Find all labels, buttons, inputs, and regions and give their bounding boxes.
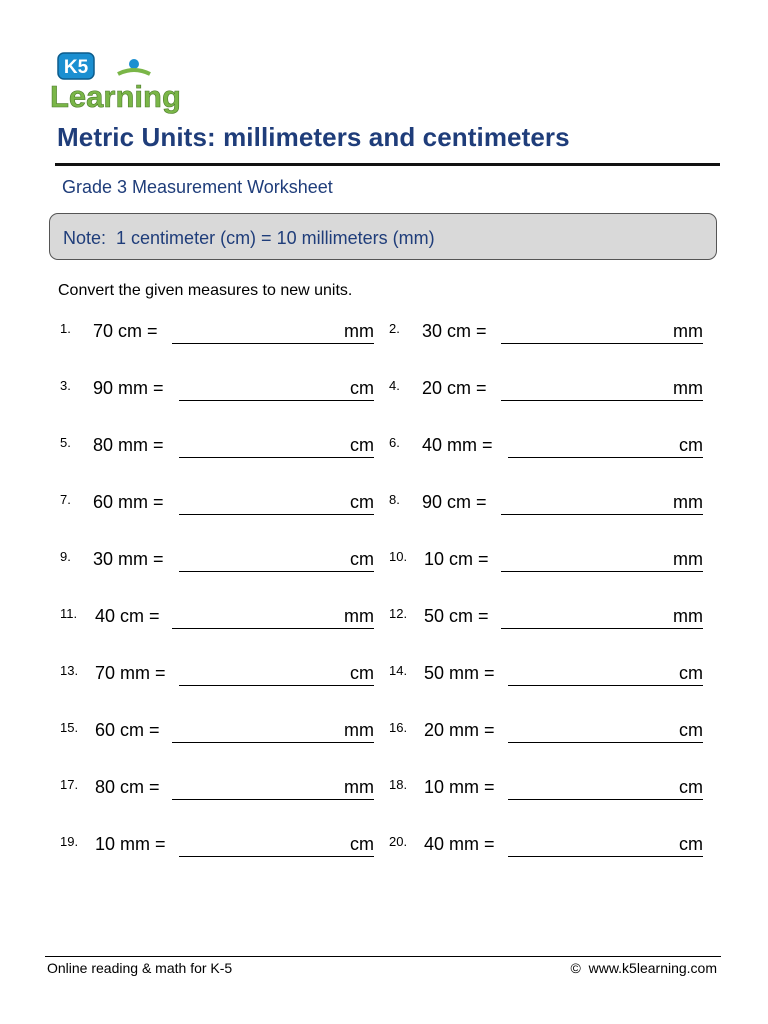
- answer-blank[interactable]: [179, 400, 374, 401]
- problem-number: 16.: [389, 720, 408, 735]
- problem-question: 20 mm =: [424, 720, 495, 740]
- answer-blank[interactable]: [172, 343, 374, 344]
- answer-blank[interactable]: [501, 628, 703, 629]
- note-text: Note: 1 centimeter (cm) = 10 millimeters (mm): [63, 228, 435, 248]
- problem-number: 8.: [389, 492, 400, 507]
- problem-item: [389, 549, 705, 575]
- problem-unit: cm: [679, 720, 703, 740]
- problem-question: 80 mm =: [93, 435, 164, 455]
- problem-unit: cm: [350, 492, 374, 512]
- problem-number: 10.: [389, 549, 408, 564]
- problem-question: 30 cm =: [422, 321, 487, 341]
- problem-number: 17.: [60, 777, 79, 792]
- problem-number: 5.: [60, 435, 71, 450]
- answer-blank[interactable]: [179, 457, 374, 458]
- problem-question: 40 cm =: [95, 606, 160, 626]
- problem-number: 11.: [60, 606, 78, 621]
- problem-question: 40 mm =: [424, 834, 495, 854]
- answer-blank[interactable]: [501, 514, 703, 515]
- problem-unit: mm: [344, 720, 374, 740]
- k5-learning-logo: [48, 50, 190, 114]
- problem-number: 18.: [389, 777, 408, 792]
- logo-wordmark: Learning: [50, 79, 181, 114]
- problem-unit: cm: [350, 663, 374, 683]
- answer-blank[interactable]: [179, 514, 374, 515]
- title-divider: [55, 163, 720, 166]
- problem-unit: cm: [350, 378, 374, 398]
- problem-unit: mm: [673, 549, 703, 569]
- footer-divider: [45, 956, 721, 957]
- problem-question: 60 cm =: [95, 720, 160, 740]
- problem-item: [389, 378, 705, 404]
- note-box: [49, 213, 717, 260]
- problem-unit: mm: [673, 492, 703, 512]
- problem-unit: mm: [673, 321, 703, 341]
- problem-question: 50 cm =: [424, 606, 489, 626]
- problem-number: 13.: [60, 663, 79, 678]
- problem-question: 10 mm =: [95, 834, 166, 854]
- problem-unit: mm: [344, 777, 374, 797]
- problem-number: 4.: [389, 378, 400, 393]
- problem-number: 12.: [389, 606, 408, 621]
- footer-tagline: Online reading & math for K-5: [47, 960, 233, 976]
- problem-question: 60 mm =: [93, 492, 164, 512]
- problem-item: [60, 606, 376, 632]
- problem-item: [60, 492, 376, 518]
- problem-question: 30 mm =: [93, 549, 164, 569]
- problem-question: 40 mm =: [422, 435, 493, 455]
- problem-item: [389, 492, 705, 518]
- answer-blank[interactable]: [172, 628, 374, 629]
- logo-badge-text: K5: [63, 57, 89, 78]
- problem-number: 3.: [60, 378, 71, 393]
- answer-blank[interactable]: [179, 856, 374, 857]
- problem-item: [60, 720, 376, 746]
- problem-number: 1.: [60, 321, 71, 336]
- problem-question: 10 mm =: [424, 777, 495, 797]
- problem-number: 9.: [60, 549, 71, 564]
- problem-question: 90 mm =: [93, 378, 164, 398]
- page-subtitle: Grade 3 Measurement Worksheet: [62, 177, 333, 197]
- page-title: Metric Units: millimeters and centimeters: [57, 122, 570, 152]
- answer-blank[interactable]: [179, 571, 374, 572]
- problem-item: [60, 321, 376, 347]
- problem-unit: cm: [679, 663, 703, 683]
- problem-unit: mm: [673, 606, 703, 626]
- problem-unit: mm: [673, 378, 703, 398]
- problem-unit: cm: [350, 834, 374, 854]
- answer-blank[interactable]: [172, 799, 374, 800]
- problem-number: 7.: [60, 492, 71, 507]
- problem-question: 20 cm =: [422, 378, 487, 398]
- logo-figure-head: [129, 59, 139, 69]
- problem-number: 14.: [389, 663, 408, 678]
- problem-number: 15.: [60, 720, 79, 735]
- answer-blank[interactable]: [508, 799, 703, 800]
- problem-item: [60, 663, 376, 689]
- instructions-text: Convert the given measures to new units.: [58, 282, 353, 299]
- problem-unit: mm: [344, 321, 374, 341]
- problem-item: [60, 435, 376, 461]
- problem-question: 50 mm =: [424, 663, 495, 683]
- problem-unit: mm: [344, 606, 374, 626]
- answer-blank[interactable]: [508, 457, 703, 458]
- problem-question: 90 cm =: [422, 492, 487, 512]
- problem-item: [389, 663, 705, 689]
- problem-item: [389, 321, 705, 347]
- problem-item: [389, 720, 705, 746]
- problem-number: 6.: [389, 435, 400, 450]
- problem-unit: cm: [350, 435, 374, 455]
- answer-blank[interactable]: [501, 343, 703, 344]
- problem-number: 2.: [389, 321, 400, 336]
- problem-number: 19.: [60, 834, 79, 849]
- problem-item: [389, 834, 705, 860]
- problem-item: [389, 777, 705, 803]
- answer-blank[interactable]: [501, 400, 703, 401]
- problem-number: 20.: [389, 834, 408, 849]
- answer-blank[interactable]: [508, 856, 703, 857]
- problem-item: [60, 378, 376, 404]
- problem-item: [389, 606, 705, 632]
- logo-figure-arms: [118, 70, 150, 74]
- problem-item: [60, 777, 376, 803]
- answer-blank[interactable]: [508, 685, 703, 686]
- problem-item: [60, 834, 376, 860]
- problem-question: 70 cm =: [93, 321, 158, 341]
- problem-unit: cm: [350, 549, 374, 569]
- answer-blank[interactable]: [172, 742, 374, 743]
- footer-website: © www.k5learning.com: [570, 960, 717, 976]
- problem-item: [389, 435, 705, 461]
- problem-question: 10 cm =: [424, 549, 489, 569]
- problem-unit: cm: [679, 435, 703, 455]
- problem-unit: cm: [679, 777, 703, 797]
- problem-item: [60, 549, 376, 575]
- problem-unit: cm: [679, 834, 703, 854]
- problem-question: 70 mm =: [95, 663, 166, 683]
- answer-blank[interactable]: [179, 685, 374, 686]
- problem-question: 80 cm =: [95, 777, 160, 797]
- answer-blank[interactable]: [501, 571, 703, 572]
- answer-blank[interactable]: [508, 742, 703, 743]
